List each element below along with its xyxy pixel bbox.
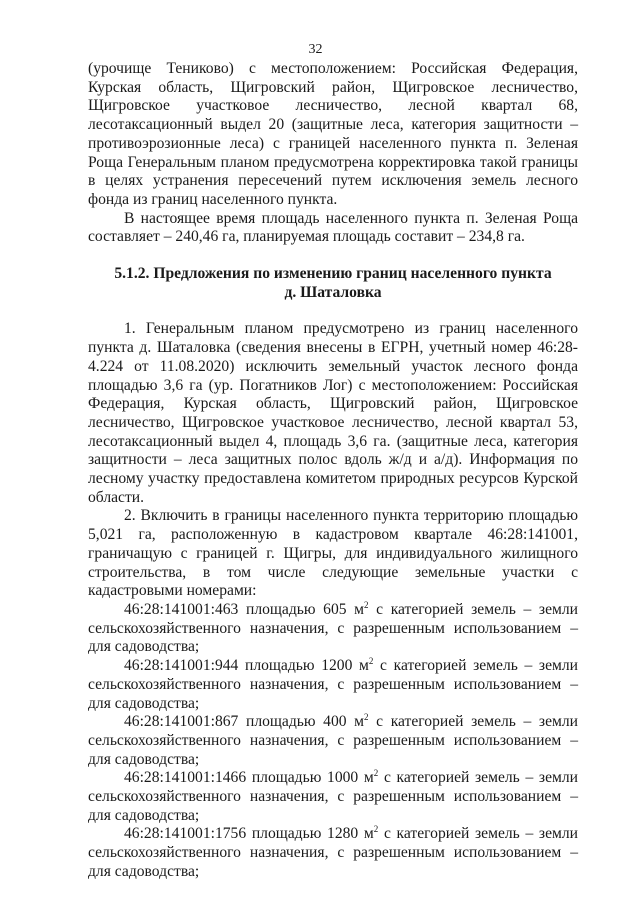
- parcel-item: [88, 713, 578, 769]
- parcel-item: [88, 825, 578, 881]
- superscript: 2: [364, 712, 369, 723]
- parcel-text: с категорией земель – земли сельскохозяйственного назначения, с разрешенным использованием – для садоводства;: [88, 600, 579, 656]
- paragraph-continued: (урочище Тениково) с местоположением: Российская Федерация, Курская область, Щигровский район, Щигровское лесничество, Щигровское участковое лесничество, лесной квартал 68, лесотаксационный выдел 20 (защитные леса, категория защитности – противоэрозионные леса) с границей населенного пункта п. Зеленая Роща Генеральным планом предусмотрена корректировка такой границы в целях устранения пересечений путем исключения земель лесного фонда из границ населенного пункта.: [88, 60, 578, 208]
- parcel-item: [88, 601, 578, 657]
- parcel-text: с категорией земель – земли сельскохозяйственного назначения, с разрешенным использованием – для садоводства;: [88, 769, 579, 824]
- parcel-text: с категорией земель – земли сельскохозяйственного назначения, с разрешенным использованием – для садоводства;: [88, 713, 579, 768]
- section-heading-line2: д. Шаталовка: [284, 283, 382, 301]
- parcel-text: 46:28:141001:944 площадью 1200 м: [124, 657, 369, 675]
- superscript: 2: [373, 824, 379, 835]
- page-number: 32: [308, 42, 323, 57]
- superscript: 2: [373, 768, 379, 779]
- parcel-text: 46:28:141001:1466 площадью 1000 м: [124, 769, 374, 787]
- parcel-item: [88, 657, 578, 713]
- parcel-text: 46:28:141001:1756 площадью 1280 м: [124, 825, 374, 843]
- parcel-text: 46:28:141001:867 площадью 400 м: [124, 713, 365, 731]
- section-heading: [88, 265, 578, 302]
- paragraph-area: В настоящее время площадь населенного пункта п. Зеленая Роща составляет – 240,46 га, планируемая площадь составит – 234,8 га.: [88, 209, 578, 246]
- page-content: [88, 60, 578, 882]
- parcel-text: с категорией земель – земли сельскохозяйственного назначения, с разрешенным использованием – для садоводства;: [88, 657, 579, 712]
- list-item-2: 2. Включить в границы населенного пункта территорию площадью 5,021 га, расположенную в кадастровом квартале 46:28:141001, граничащую с границей г. Щигры, для индивидуального жилищного строительства, в том числе следующие земельные участки с кадастровыми номерами:: [88, 507, 578, 600]
- superscript: 2: [364, 599, 369, 610]
- section-heading-line1: 5.1.2. Предложения по изменению границ населенного пункта: [114, 265, 552, 283]
- parcel-text: с категорией земель – земли сельскохозяйственного назначения, с разрешенным использованием – для садоводства;: [88, 825, 579, 880]
- superscript: 2: [368, 655, 374, 666]
- parcel-item: [88, 769, 578, 825]
- parcel-text: 46:28:141001:463 площадью 605 м: [124, 600, 365, 618]
- list-item-1: 1. Генеральным планом предусмотрено из границ населенного пункта д. Шаталовка (сведения внесены в ЕГРН, учетный номер 46:28-4.224 от 11.08.2020) исключить земельный участок лесного фонда площадью 3,6 га (ур. Погатников Лог) с местоположением: Российская Федерация, Курская область, Щигровский район, Щигровское лесничество, Щигровское участковое лесничество, лесной квартал 53, лесотаксационный выдел 4, площадь 3,6 га. (защитные леса, категория защитности – леса защитных полос вдоль ж/д и а/д). Информация по лесному участку предоставлена комитетом природных ресурсов Курской области.: [88, 320, 578, 506]
